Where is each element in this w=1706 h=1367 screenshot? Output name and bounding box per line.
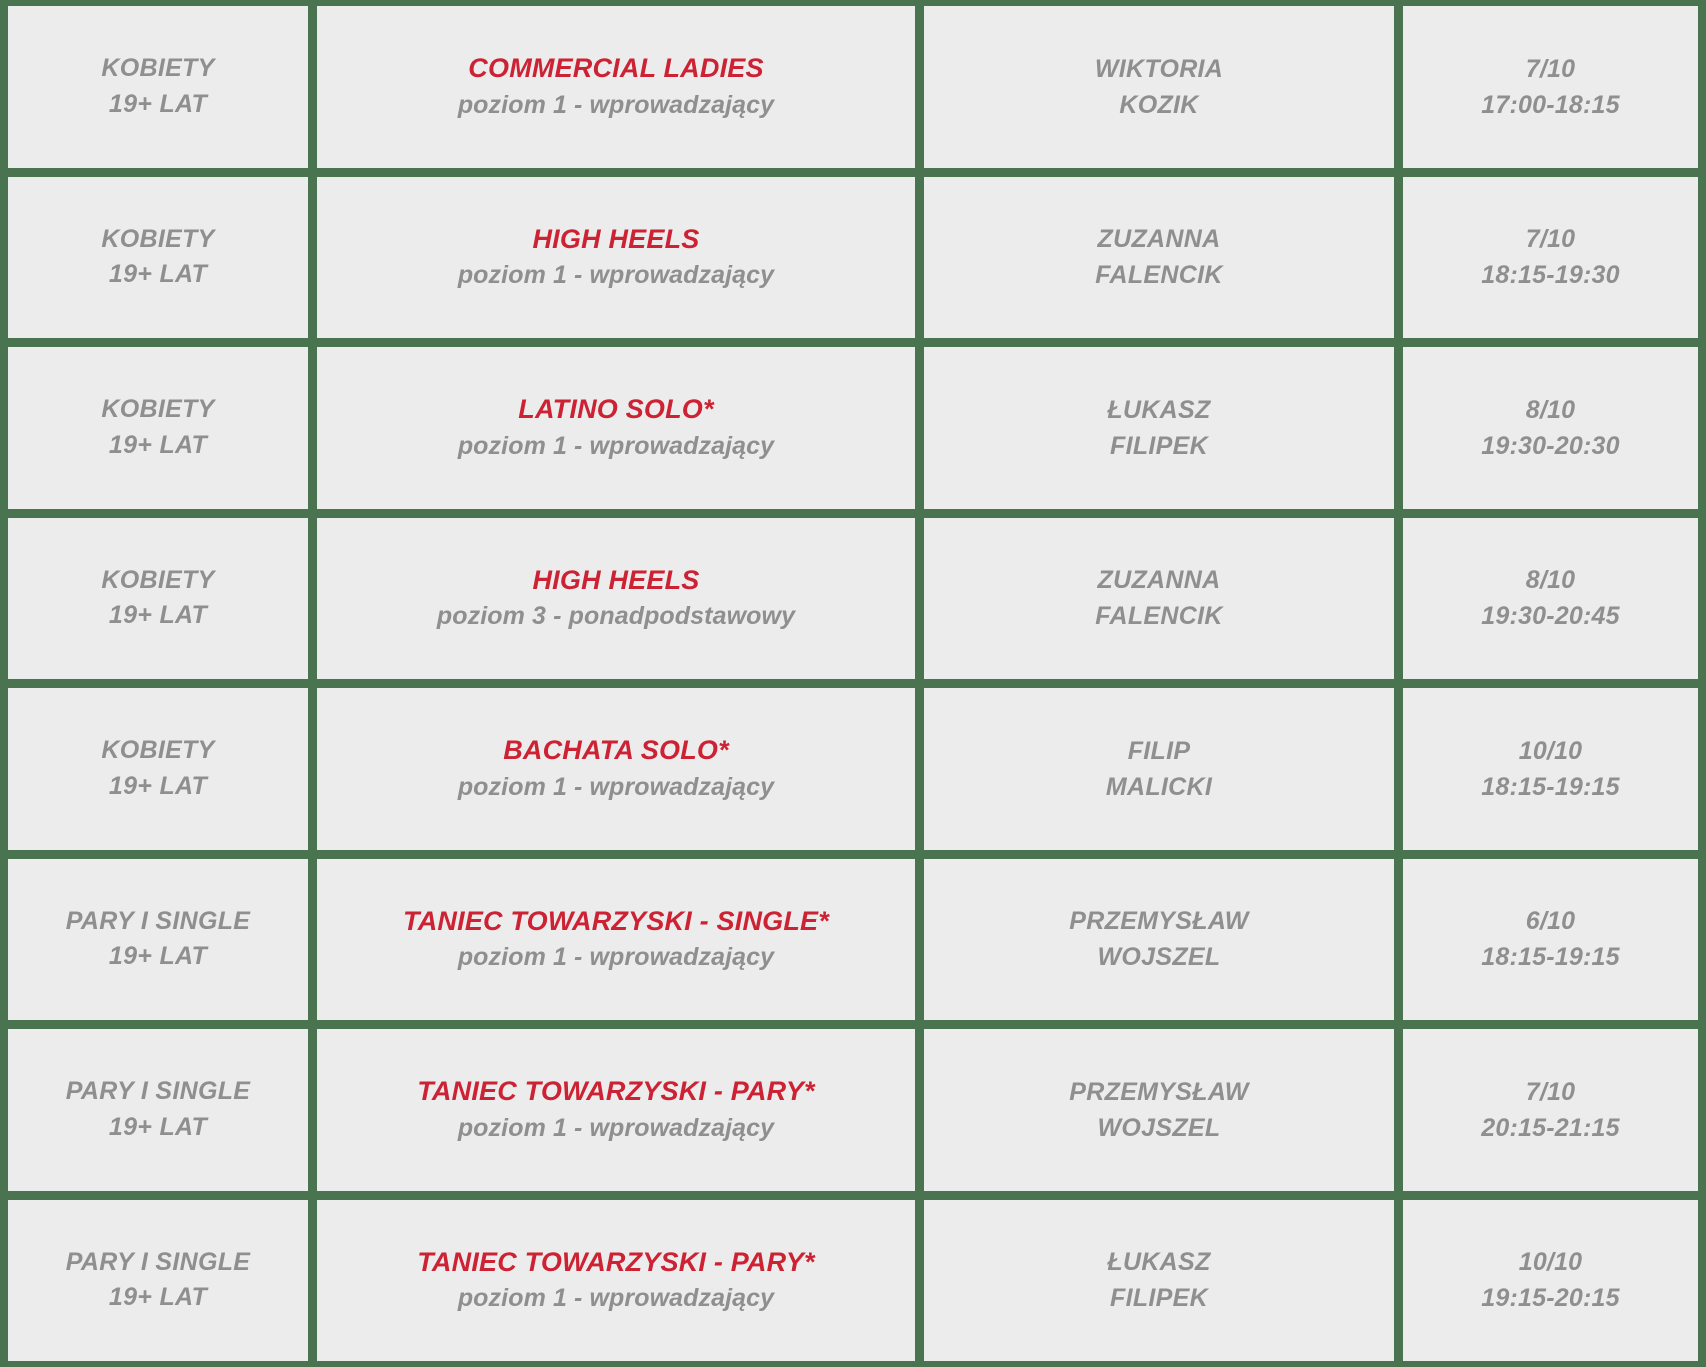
table-row [8,859,1698,1021]
course-level: poziom 1 - wprowadzający [457,1113,775,1142]
schedule-hours: 19:15-20:15 [1481,1284,1620,1313]
teacher-first-name: ZUZANNA [1097,566,1221,594]
schedule-date: 8/10 [1525,566,1576,594]
schedule-cell [1403,1200,1698,1362]
schedule-hours: 19:30-20:45 [1481,602,1620,631]
group-cell [8,1029,308,1191]
course-title: LATINO SOLO* [518,394,714,425]
course-level: poziom 1 - wprowadzający [457,90,775,119]
course-level: poziom 1 - wprowadzający [457,1284,775,1313]
teacher-last-name: FALENCIK [1095,261,1223,290]
schedule-hours: 18:15-19:15 [1481,772,1620,801]
teacher-cell [924,859,1394,1021]
group-audience: KOBIETY [101,736,215,765]
schedule-cell [1403,518,1698,680]
table-row [8,347,1698,509]
course-title: TANIEC TOWARZYSKI - PARY* [417,1246,815,1277]
course-cell [317,859,915,1021]
group-audience: KOBIETY [101,54,215,83]
teacher-first-name: FILIP [1127,736,1191,765]
course-level: poziom 1 - wprowadzający [457,772,775,801]
group-audience: KOBIETY [101,224,215,253]
course-title: BACHATA SOLO* [503,735,729,766]
schedule-cell [1403,6,1698,168]
course-cell [317,1029,915,1191]
group-audience: PARY I SINGLE [65,906,251,935]
table-row [8,6,1698,168]
teacher-first-name: ZUZANNA [1097,225,1221,253]
teacher-last-name: FALENCIK [1095,602,1223,631]
group-audience: KOBIETY [101,395,215,424]
schedule-date: 7/10 [1525,54,1576,83]
schedule-hours: 17:00-18:15 [1481,90,1620,119]
teacher-cell [924,1200,1394,1362]
group-age: 19+ LAT [108,771,208,800]
teacher-cell [924,518,1394,680]
course-level: poziom 1 - wprowadzający [457,261,775,290]
course-level: poziom 3 - ponadpodstawowy [436,602,796,631]
group-cell [8,6,308,168]
course-cell [317,6,915,168]
group-cell [8,688,308,850]
group-cell [8,1200,308,1362]
course-cell [317,518,915,680]
group-age: 19+ LAT [108,89,208,118]
teacher-last-name: WOJSZEL [1097,1113,1221,1142]
group-age: 19+ LAT [108,430,208,459]
course-title: HIGH HEELS [532,223,700,254]
group-age: 19+ LAT [108,601,208,630]
schedule-date: 7/10 [1525,225,1576,253]
schedule-hours: 19:30-20:30 [1481,431,1620,460]
table-row [8,688,1698,850]
table-row [8,1029,1698,1191]
teacher-cell [924,6,1394,168]
teacher-last-name: KOZIK [1119,90,1199,119]
course-cell [317,347,915,509]
schedule-cell [1403,859,1698,1021]
teacher-cell [924,347,1394,509]
schedule-date: 8/10 [1525,395,1576,424]
teacher-last-name: WOJSZEL [1097,943,1221,972]
course-cell [317,177,915,339]
schedule-cell [1403,688,1698,850]
course-level: poziom 1 - wprowadzający [457,431,775,460]
schedule-date: 10/10 [1518,736,1583,765]
group-audience: KOBIETY [101,565,215,594]
course-title: TANIEC TOWARZYSKI - SINGLE* [403,905,829,936]
table-row [8,177,1698,339]
course-level: poziom 1 - wprowadzający [457,943,775,972]
teacher-last-name: FILIPEK [1110,431,1208,460]
course-cell [317,1200,915,1362]
teacher-last-name: FILIPEK [1110,1284,1208,1313]
teacher-last-name: MALICKI [1105,772,1213,801]
group-age: 19+ LAT [108,942,208,971]
schedule-date: 6/10 [1525,907,1576,935]
course-cell [317,688,915,850]
course-title: COMMERCIAL LADIES [468,53,764,84]
course-title: HIGH HEELS [532,564,700,595]
schedule-date: 7/10 [1525,1077,1576,1106]
group-age: 19+ LAT [108,1112,208,1141]
schedule-hours: 20:15-21:15 [1481,1113,1620,1142]
teacher-first-name: WIKTORIA [1094,54,1224,83]
group-cell [8,518,308,680]
teacher-cell [924,177,1394,339]
teacher-first-name: ŁUKASZ [1107,395,1211,424]
teacher-first-name: PRZEMYSŁAW [1069,907,1249,935]
teacher-first-name: ŁUKASZ [1107,1248,1211,1276]
course-title: TANIEC TOWARZYSKI - PARY* [417,1076,815,1107]
table-row [8,518,1698,680]
table-row [8,1200,1698,1362]
group-audience: PARY I SINGLE [65,1247,251,1276]
group-audience: PARY I SINGLE [65,1077,251,1106]
teacher-first-name: PRZEMYSŁAW [1069,1077,1249,1106]
schedule-cell [1403,177,1698,339]
group-cell [8,347,308,509]
schedule-cell [1403,347,1698,509]
group-age: 19+ LAT [108,1283,208,1312]
teacher-cell [924,1029,1394,1191]
group-cell [8,177,308,339]
group-age: 19+ LAT [108,260,208,289]
teacher-cell [924,688,1394,850]
schedule-hours: 18:15-19:30 [1481,261,1620,290]
schedule-date: 10/10 [1518,1248,1583,1276]
schedule-cell [1403,1029,1698,1191]
schedule-hours: 18:15-19:15 [1481,943,1620,972]
group-cell [8,859,308,1021]
